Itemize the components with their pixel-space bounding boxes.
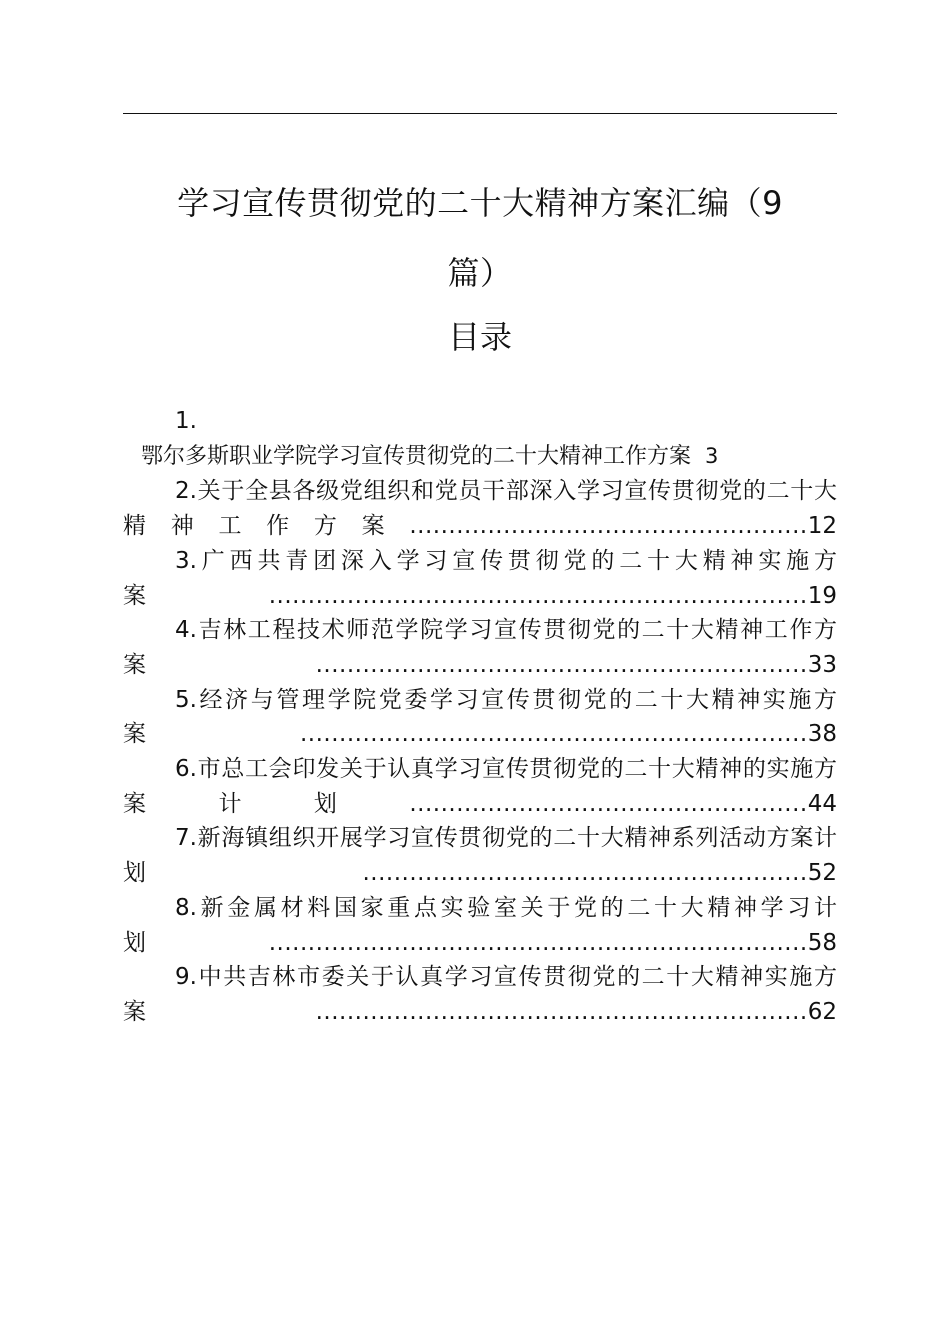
- header-rule: [123, 113, 837, 114]
- toc-entry-8[interactable]: [123, 891, 837, 960]
- toc-entry-number: 9.: [175, 964, 197, 991]
- toc-entry-title: 吉林工程技术师范学院学习宣传贯彻党的二十大精神工作方案: [123, 617, 837, 678]
- toc-entry-leader: ...................................................: [409, 513, 808, 540]
- toc-entry-1[interactable]: [123, 404, 837, 474]
- toc-entry-leader: .........................................................: [362, 860, 808, 887]
- toc-entry-9[interactable]: [123, 960, 837, 1029]
- toc-entry-page: 52: [807, 860, 837, 887]
- table-of-contents: [123, 404, 837, 1030]
- document-title-line2: 篇）: [447, 254, 513, 292]
- toc-entry-page: 12: [807, 513, 837, 540]
- toc-entry-number: 5.: [175, 686, 197, 713]
- toc-entry-page: 44: [807, 790, 837, 817]
- toc-entry-page: 19: [807, 582, 837, 609]
- toc-entry-title: 新海镇组织开展学习宣传贯彻党的二十大精神系列活动方案计划: [123, 825, 837, 887]
- document-title: [123, 168, 837, 308]
- toc-entry-6[interactable]: [123, 752, 837, 821]
- toc-entry-number: 4.: [175, 617, 197, 644]
- toc-entry-leader: .................................................................: [300, 721, 808, 748]
- toc-entry-page: 3: [705, 443, 719, 468]
- toc-entry-page: 58: [807, 929, 837, 956]
- toc-entry-number: 2.: [175, 478, 197, 505]
- toc-entry-title: 关于全县各级党组织和党员干部深入学习宣传贯彻党的二十大精神工作方案: [123, 478, 837, 540]
- toc-entry-number: 1.: [175, 408, 197, 434]
- document-title-line1: 学习宣传贯彻党的二十大精神方案汇编（9: [177, 184, 783, 222]
- toc-entry-leader: ...............................................................: [315, 998, 808, 1025]
- toc-entry-page: 38: [807, 721, 837, 748]
- toc-entry-number: 6.: [175, 756, 197, 783]
- toc-entry-7[interactable]: [123, 821, 837, 890]
- toc-heading: 目录: [447, 318, 512, 356]
- toc-entry-number: 7.: [175, 825, 197, 852]
- toc-entry-2[interactable]: [123, 474, 837, 543]
- toc-entry-3[interactable]: [123, 544, 837, 613]
- toc-entry-page: 33: [807, 651, 837, 678]
- toc-entry-title: 中共吉林市委关于认真学习宣传贯彻党的二十大精神实施方案: [123, 964, 837, 1025]
- toc-entry-line: [123, 439, 837, 475]
- toc-entry-4[interactable]: [123, 613, 837, 682]
- toc-entry-number: 3.: [175, 547, 197, 574]
- toc-entry-title: 广西共青团深入学习宣传贯彻党的二十大精神实施方案: [123, 547, 837, 609]
- toc-entry-5[interactable]: [123, 683, 837, 752]
- toc-entry-number: 8.: [175, 894, 197, 921]
- toc-entry-title: 经济与管理学院党委学习宣传贯彻党的二十大精神实施方案: [123, 686, 837, 748]
- toc-entry-title: 鄂尔多斯职业学院学习宣传贯彻党的二十大精神工作方案: [141, 443, 692, 469]
- toc-entry-leader: .....................................................................: [268, 929, 808, 956]
- toc-entry-leader: .....................................................................: [268, 582, 808, 609]
- toc-entry-title: 市总工会印发关于认真学习宣传贯彻党的二十大精神的实施方案计划: [123, 756, 837, 817]
- toc-entry-title: 新金属材料国家重点实验室关于党的二十大精神学习计划: [123, 894, 837, 956]
- toc-entry-page: 62: [807, 998, 837, 1025]
- toc-entry-leader: ...................................................: [409, 790, 808, 817]
- toc-entry-leader: ...............................................................: [315, 651, 808, 678]
